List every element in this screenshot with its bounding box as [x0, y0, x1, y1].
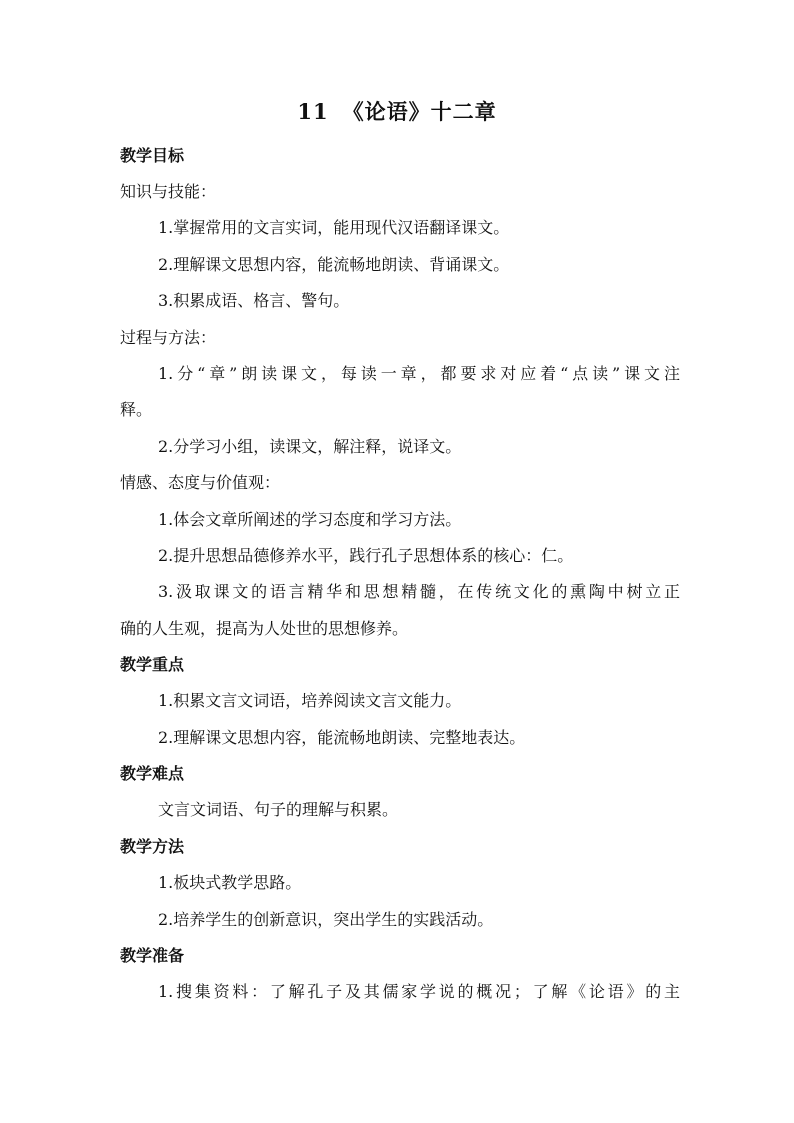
title-number: 11 [297, 99, 329, 124]
methods-heading: 教学方法 [120, 837, 185, 856]
page-title [0, 96, 794, 126]
ev-item-2: 2.提升思想品德修养水平，践行孔子思想体系的核心：仁。 [158, 546, 574, 565]
ks-item-1: 1.掌握常用的文言实词，能用现代汉语翻译课文。 [158, 218, 510, 237]
knowledge-skills-label: 知识与技能： [120, 182, 217, 201]
emotion-values-label: 情感、态度与价值观： [120, 473, 281, 492]
process-methods-label: 过程与方法： [120, 328, 217, 347]
preparation-heading: 教学准备 [120, 946, 185, 965]
difficulties-text: 文言文词语、句子的理解与积累。 [158, 800, 399, 819]
objectives-heading: 教学目标 [120, 146, 185, 165]
m-item-1: 1.板块式教学思路。 [158, 873, 302, 892]
ks-item-3: 3.积累成语、格言、警句。 [158, 291, 350, 310]
ev-item-3-line-1: 3.汲取课文的语言精华和思想精髓，在传统文化的熏陶中树立正 [158, 582, 680, 601]
pm-item-1-line-1: 1.分“章”朗读课文，每读一章，都要求对应着“点读”课文注 [158, 364, 680, 383]
difficulties-heading: 教学难点 [120, 764, 185, 783]
ev-item-1: 1.体会文章所阐述的学习态度和学习方法。 [158, 510, 462, 529]
pm-item-2: 2.分学习小组，读课文，解注释，说译文。 [158, 437, 462, 456]
ks-item-2: 2.理解课文思想内容，能流畅地朗读、背诵课文。 [158, 255, 510, 274]
kp-item-1: 1.积累文言文词语，培养阅读文言文能力。 [158, 691, 462, 710]
kp-item-2: 2.理解课文思想内容，能流畅地朗读、完整地表达。 [158, 728, 526, 747]
m-item-2: 2.培养学生的创新意识，突出学生的实践活动。 [158, 910, 494, 929]
ev-item-3-line-2: 确的人生观，提高为人处世的思想修养。 [120, 619, 409, 638]
key-points-heading: 教学重点 [120, 655, 185, 674]
pm-item-1-line-2: 释。 [120, 400, 153, 419]
prep-item-1-line-1: 1.搜集资料：了解孔子及其儒家学说的概况；了解《论语》的主 [158, 982, 680, 1001]
title-text: 《论语》十二章 [342, 99, 497, 124]
